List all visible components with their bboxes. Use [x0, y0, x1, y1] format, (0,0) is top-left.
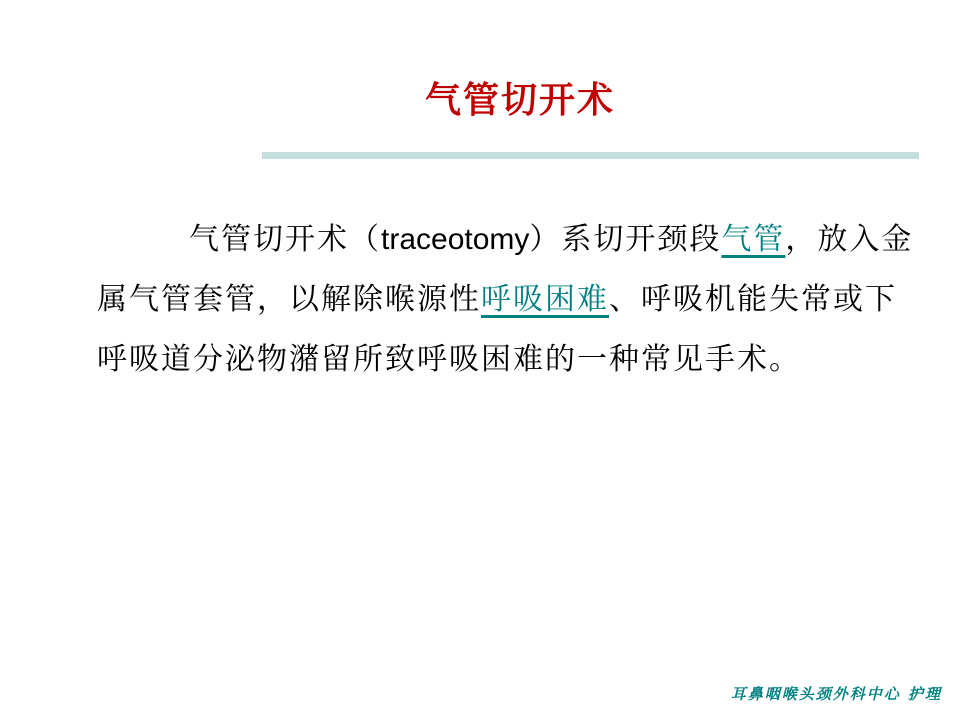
title-divider: [262, 152, 919, 159]
footer-department: 耳鼻咽喉头颈外科中心 护理: [730, 685, 942, 703]
body-paragraph: [97, 210, 917, 390]
paragraph-text-1: 气管切开术（: [189, 222, 381, 257]
paragraph-text-4: 、呼吸机能失常或下呼吸道分泌物潴留所致呼吸困难的一种常见手术。: [97, 282, 897, 377]
paragraph-english-term: traceotomy: [381, 223, 530, 256]
slide-title: 气管切开术: [424, 79, 615, 121]
paragraph-text-2: ）系切开颈段: [529, 222, 722, 257]
trachea-link[interactable]: 气管: [721, 222, 786, 257]
dyspnea-link[interactable]: 呼吸困难: [481, 282, 609, 317]
paragraph-text-3: ，放入金属气管套管，以解除喉源性: [97, 222, 914, 317]
